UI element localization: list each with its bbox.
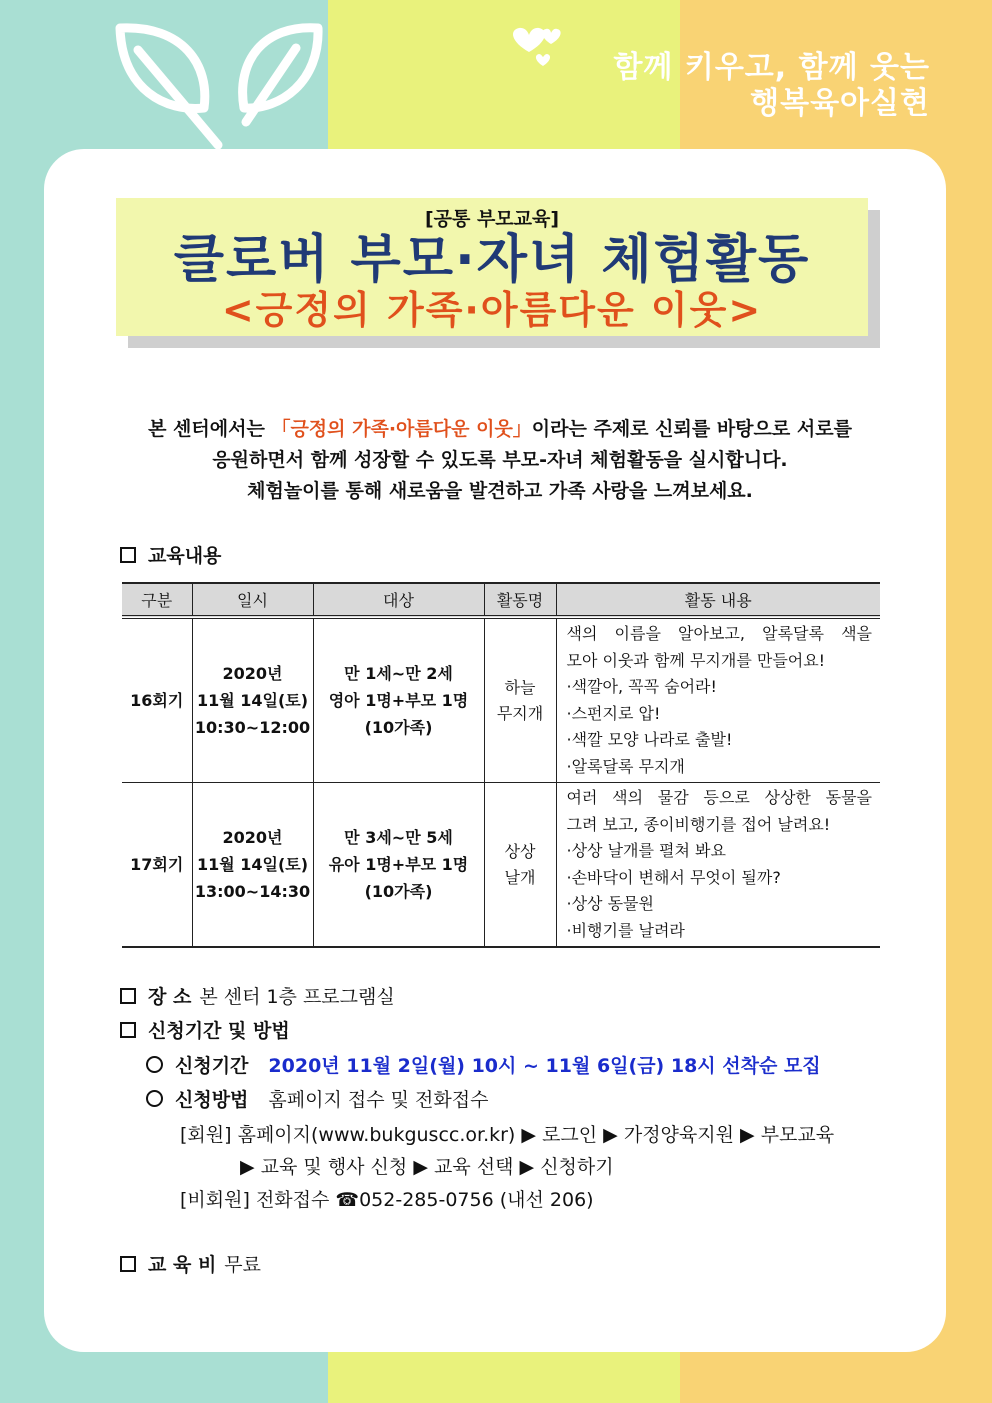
- table-row: [122, 783, 880, 948]
- desc-item: ·색깔 모양 나라로 출발!: [566, 730, 733, 749]
- desc-line1: 여러 색의 물감 등으로 상상한 동물을: [566, 788, 872, 807]
- nonmember-label: [비회원]: [180, 1189, 250, 1211]
- apply-heading: 신청기간 및 방법: [148, 1020, 290, 1042]
- place-label: 장 소: [148, 986, 192, 1008]
- table-header-row: [122, 583, 880, 617]
- member-site: 홈페이지(www.bukguscc.or.kr): [237, 1124, 516, 1146]
- activity-cell: [484, 617, 556, 783]
- desc-item: ·알록달록 무지개: [566, 756, 685, 776]
- target-cell: [313, 617, 484, 783]
- phone-ext: (내선 206): [499, 1189, 594, 1211]
- member-step: 부모교육: [760, 1124, 835, 1146]
- col-header-activity: 활동명: [484, 583, 556, 617]
- col-header-target: 대상: [313, 583, 484, 617]
- fee-label: 교 육 비: [148, 1254, 217, 1276]
- page-title: 클로버 부모·자녀 체험활동: [173, 230, 811, 290]
- activity-cell: [484, 783, 556, 948]
- triangle-right-icon: ▶: [519, 1156, 535, 1178]
- title-tag: [공통 부모교육]: [424, 208, 560, 230]
- session-cell: 17회기: [122, 783, 192, 948]
- title-box: [116, 198, 868, 336]
- intro-line2: 응원하면서 함께 성장할 수 있도록 부모-자녀 체험활동을 실시합니다.: [212, 449, 788, 471]
- desc-item: ·상상 동물원: [566, 894, 654, 913]
- member-step: 교육 선택: [434, 1156, 514, 1178]
- intro-line3: 체험놀이를 통해 새로움을 발견하고 가족 사랑을 느껴보세요.: [247, 480, 753, 502]
- col-header-session: 구분: [122, 583, 192, 617]
- nonmember-line: [180, 1185, 594, 1212]
- method-label: 신청방법: [175, 1089, 249, 1111]
- member-label: [회원]: [180, 1124, 232, 1146]
- desc-line2: 그려 보고, 종이비행기를 접어 날려요!: [566, 814, 831, 834]
- target-group: 유아 1명+부모 1명: [328, 855, 469, 874]
- desc-item: ·손바닥이 변해서 무엇이 될까?: [566, 867, 781, 887]
- apply-period: [146, 1051, 821, 1078]
- method-value: 홈페이지 접수 및 전화접수: [268, 1089, 489, 1111]
- desc-item: ·상상 날개를 펼쳐 봐요: [566, 841, 726, 860]
- checkbox-square-icon: [120, 1256, 136, 1272]
- triangle-right-icon: ▶: [240, 1156, 255, 1178]
- triangle-right-icon: ▶: [603, 1124, 618, 1146]
- phone-number: 052-285-0756: [359, 1189, 494, 1211]
- target-count: (10가족): [364, 718, 433, 737]
- intro-text: [110, 414, 890, 507]
- member-path-line2: [240, 1152, 614, 1179]
- section-education: [120, 541, 221, 568]
- fee-value: 무료: [224, 1254, 262, 1276]
- page-subtitle: <긍정의 가족·아름다운 이웃>: [221, 288, 763, 332]
- apply-method: [146, 1085, 488, 1112]
- nonmember-text: 전화접수: [255, 1189, 330, 1211]
- triangle-right-icon: ▶: [740, 1124, 755, 1146]
- slogan: [613, 50, 930, 122]
- slogan-line1: 함께 키우고, 함께 웃는: [613, 50, 930, 85]
- triangle-right-icon: ▶: [413, 1156, 428, 1178]
- section-apply: [120, 1016, 290, 1043]
- checkbox-square-icon: [120, 988, 136, 1004]
- date-cell: [192, 617, 313, 783]
- activity-line2: 날개: [504, 867, 536, 887]
- target-cell: [313, 783, 484, 948]
- section-place: [120, 982, 395, 1009]
- intro-highlight: 「긍정의 가족·아름다운 이웃」: [271, 418, 532, 440]
- desc-item: ·비행기를 날려라: [566, 920, 685, 940]
- activity-line1: 하늘: [504, 677, 536, 697]
- target-count: (10가족): [364, 882, 433, 901]
- leaf-pair-icon: [108, 20, 338, 150]
- place-value: 본 센터 1층 프로그램실: [199, 986, 395, 1008]
- date-year: 2020년: [222, 828, 283, 847]
- col-header-date: 일시: [192, 583, 313, 617]
- member-path-line1: [180, 1120, 834, 1147]
- section-education-label: 교육내용: [148, 545, 222, 567]
- section-fee: [120, 1250, 261, 1277]
- slogan-line2: 행복육아실현: [750, 86, 930, 121]
- target-age: 만 1세~만 2세: [344, 664, 453, 683]
- activity-line2: 무지개: [496, 703, 544, 723]
- period-value: 2020년 11월 2일(월) 10시 ~ 11월 6일(금) 18시 선착순 모집: [268, 1055, 821, 1077]
- phone-icon: ☎: [335, 1189, 360, 1211]
- target-group: 영아 1명+부모 1명: [328, 691, 469, 710]
- circle-bullet-icon: [146, 1056, 163, 1073]
- triangle-right-icon: ▶: [521, 1124, 537, 1146]
- checkbox-square-icon: [120, 1022, 136, 1038]
- circle-bullet-icon: [146, 1090, 163, 1107]
- desc-line2: 모아 이웃과 함께 무지개를 만들어요!: [566, 650, 826, 670]
- member-step: 가정양육지원: [623, 1124, 734, 1146]
- session-cell: 16회기: [122, 617, 192, 783]
- col-header-content: 활동 내용: [556, 583, 880, 617]
- desc-item: ·색깔아, 꼭꼭 숨어라!: [566, 677, 717, 696]
- member-step: 교육 및 행사 신청: [260, 1156, 408, 1178]
- intro-prefix: 본 센터에서는: [148, 418, 265, 440]
- desc-line1: 색의 이름을 알아보고, 알록달록 색을: [566, 624, 872, 643]
- date-cell: [192, 783, 313, 948]
- date-day: 11월 14일(토): [196, 855, 309, 874]
- target-age: 만 3세~만 5세: [344, 828, 453, 847]
- desc-item: ·스펀지로 압!: [566, 703, 661, 723]
- date-year: 2020년: [222, 664, 283, 683]
- date-time: 10:30~12:00: [194, 718, 311, 737]
- intro-line1: [110, 414, 890, 445]
- content-cell: [556, 783, 880, 948]
- period-label: 신청기간: [175, 1055, 249, 1077]
- member-step: 로그인: [542, 1124, 598, 1146]
- education-table: [122, 582, 880, 948]
- activity-line1: 상상: [504, 841, 536, 861]
- table-row: [122, 617, 880, 783]
- date-day: 11월 14일(토): [196, 691, 309, 710]
- intro-line1-rest: 이라는 주제로 신뢰를 바탕으로 서로를: [531, 418, 852, 440]
- content-cell: [556, 617, 880, 783]
- member-step: 신청하기: [540, 1156, 614, 1178]
- checkbox-square-icon: [120, 547, 136, 563]
- date-time: 13:00~14:30: [194, 882, 311, 901]
- hearts-icon: [507, 22, 567, 68]
